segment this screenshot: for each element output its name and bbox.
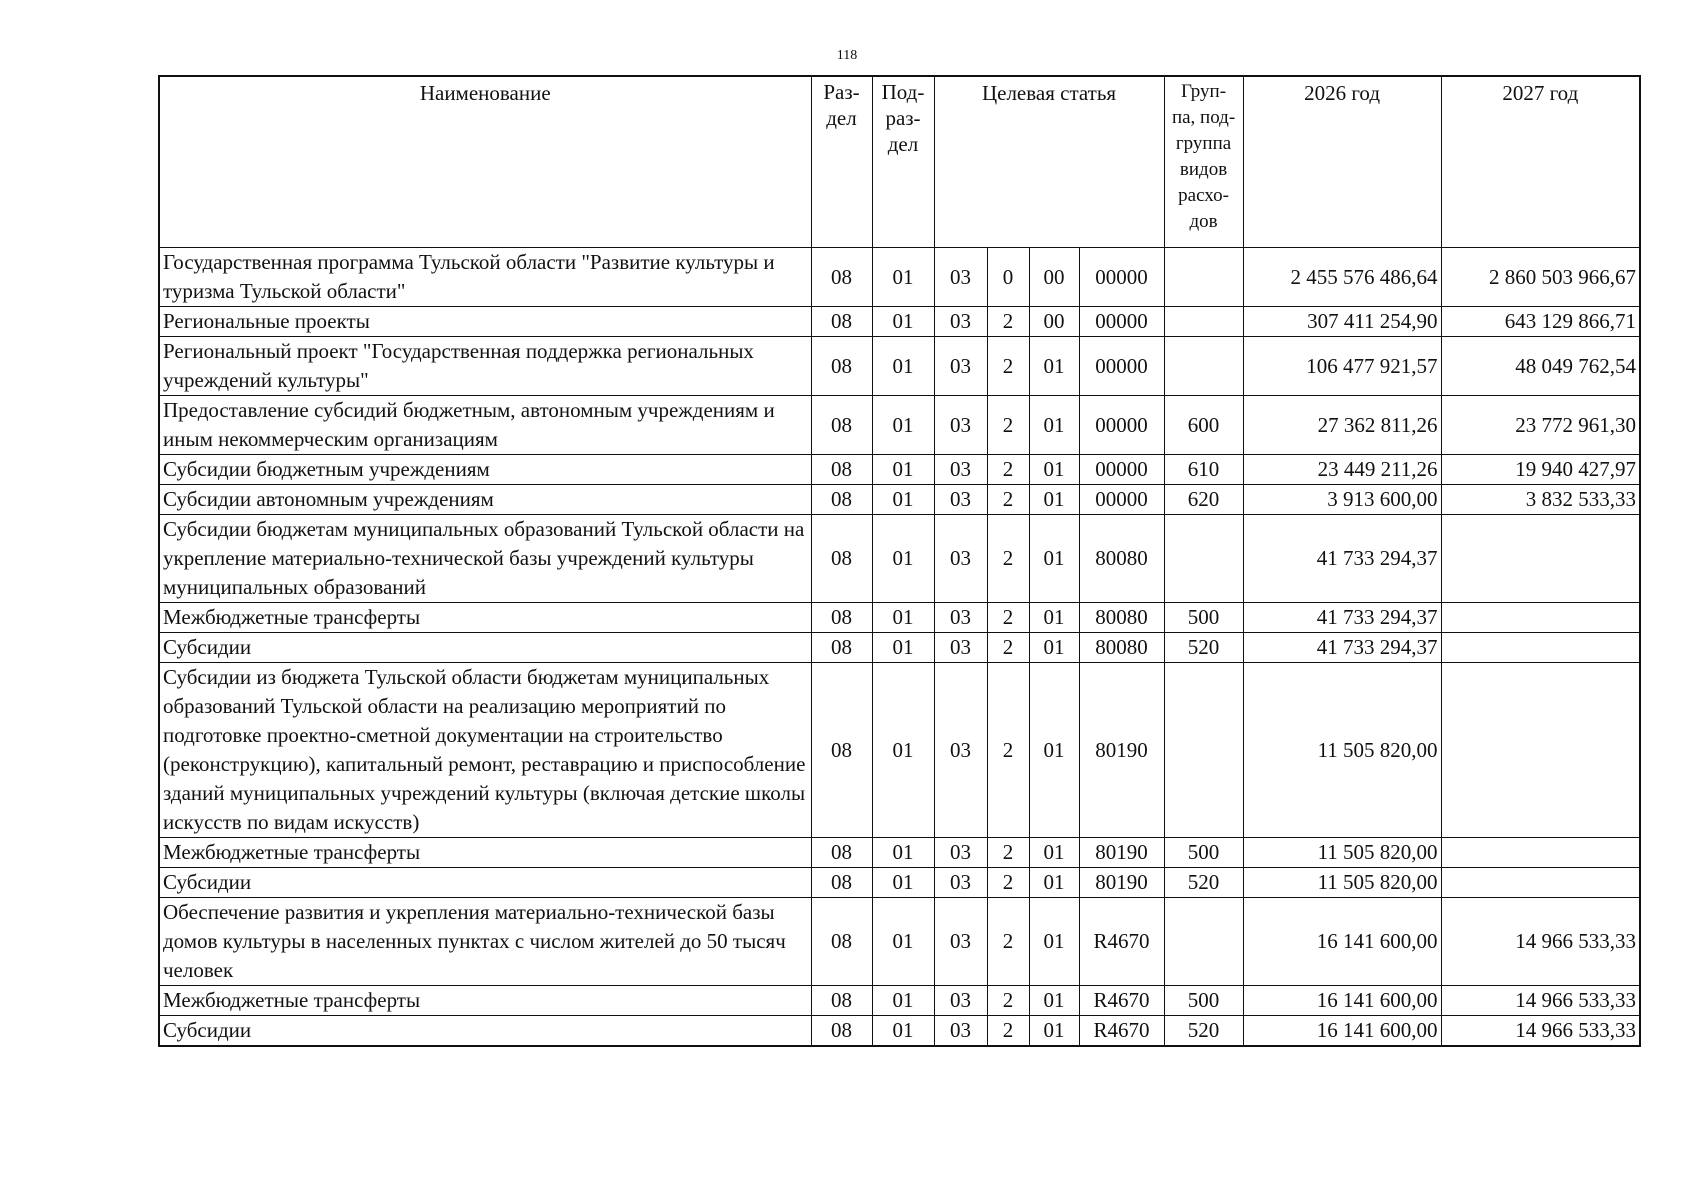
- row-razdel: 08: [811, 455, 872, 485]
- row-amount-2026: 11 505 820,00: [1243, 868, 1441, 898]
- row-name: Субсидии бюджетным учреждениям: [159, 455, 811, 485]
- row-target-type: 2: [987, 663, 1029, 838]
- row-amount-2026: 16 141 600,00: [1243, 1016, 1441, 1047]
- row-podrazdel: 01: [872, 337, 934, 396]
- row-amount-2027: 48 049 762,54: [1441, 337, 1640, 396]
- row-target-type: 2: [987, 633, 1029, 663]
- row-group: 520: [1164, 633, 1243, 663]
- row-target-code: 00000: [1079, 455, 1164, 485]
- row-amount-2026: 106 477 921,57: [1243, 337, 1441, 396]
- row-target-sub: 01: [1029, 337, 1079, 396]
- header-target: Целевая статья: [934, 76, 1164, 248]
- row-podrazdel: 01: [872, 838, 934, 868]
- row-target-type: 2: [987, 396, 1029, 455]
- row-amount-2026: 27 362 811,26: [1243, 396, 1441, 455]
- row-target-sub: 00: [1029, 248, 1079, 307]
- table-row: [159, 337, 1640, 396]
- header-group: Груп- па, под- группа видов расхо- дов: [1164, 76, 1243, 248]
- row-razdel: 08: [811, 485, 872, 515]
- row-target-sub: 01: [1029, 838, 1079, 868]
- row-amount-2027: [1441, 633, 1640, 663]
- row-target-sub: 00: [1029, 307, 1079, 337]
- row-razdel: 08: [811, 898, 872, 986]
- table-row: [159, 485, 1640, 515]
- row-amount-2026: 41 733 294,37: [1243, 603, 1441, 633]
- row-name: Предоставление субсидий бюджетным, автономным учреждениям и иным некоммерческим организациям: [159, 396, 811, 455]
- row-name: Субсидии: [159, 868, 811, 898]
- row-target-program: 03: [934, 515, 987, 603]
- row-amount-2027: [1441, 838, 1640, 868]
- row-amount-2027: [1441, 663, 1640, 838]
- row-target-code: 80080: [1079, 633, 1164, 663]
- row-target-type: 2: [987, 603, 1029, 633]
- row-group: [1164, 898, 1243, 986]
- row-target-code: R4670: [1079, 986, 1164, 1016]
- row-amount-2026: 41 733 294,37: [1243, 515, 1441, 603]
- row-name: Обеспечение развития и укрепления материально-технической базы домов культуры в населенных пунктах с числом жителей до 50 тысяч человек: [159, 898, 811, 986]
- row-group: [1164, 337, 1243, 396]
- row-target-code: R4670: [1079, 898, 1164, 986]
- row-name: Межбюджетные трансферты: [159, 838, 811, 868]
- row-target-code: 00000: [1079, 337, 1164, 396]
- row-target-type: 2: [987, 838, 1029, 868]
- row-target-code: 00000: [1079, 307, 1164, 337]
- row-podrazdel: 01: [872, 898, 934, 986]
- row-name: Субсидии: [159, 633, 811, 663]
- row-target-sub: 01: [1029, 868, 1079, 898]
- row-amount-2027: [1441, 515, 1640, 603]
- row-name: Региональные проекты: [159, 307, 811, 337]
- row-name: Субсидии: [159, 1016, 811, 1047]
- row-amount-2026: 11 505 820,00: [1243, 663, 1441, 838]
- table-row: [159, 455, 1640, 485]
- row-podrazdel: 01: [872, 515, 934, 603]
- row-target-code: 00000: [1079, 248, 1164, 307]
- row-target-program: 03: [934, 455, 987, 485]
- row-name: Субсидии из бюджета Тульской области бюджетам муниципальных образований Тульской области на реализацию мероприятий по подготовке проектно-сметной документации на строительство (реконструкцию), капитальный ремонт, реставрацию и приспособление зданий муниципальных учреждений культуры (включая детские школы искусств по видам искусств): [159, 663, 811, 838]
- header-2026: 2026 год: [1243, 76, 1441, 248]
- row-amount-2026: 16 141 600,00: [1243, 986, 1441, 1016]
- row-razdel: 08: [811, 663, 872, 838]
- row-name: Государственная программа Тульской области "Развитие культуры и туризма Тульской области": [159, 248, 811, 307]
- row-razdel: 08: [811, 515, 872, 603]
- row-razdel: 08: [811, 633, 872, 663]
- table-row: [159, 838, 1640, 868]
- row-group: [1164, 248, 1243, 307]
- row-target-sub: 01: [1029, 603, 1079, 633]
- table-row: [159, 307, 1640, 337]
- row-amount-2027: [1441, 603, 1640, 633]
- row-group: [1164, 307, 1243, 337]
- row-target-code: R4670: [1079, 1016, 1164, 1047]
- table-row: [159, 663, 1640, 838]
- page-number: 118: [836, 48, 858, 63]
- table-row: [159, 603, 1640, 633]
- row-amount-2026: 2 455 576 486,64: [1243, 248, 1441, 307]
- row-amount-2026: 307 411 254,90: [1243, 307, 1441, 337]
- table-header: [159, 76, 1640, 248]
- row-podrazdel: 01: [872, 396, 934, 455]
- row-amount-2027: 2 860 503 966,67: [1441, 248, 1640, 307]
- row-target-code: 80080: [1079, 603, 1164, 633]
- row-target-type: 0: [987, 248, 1029, 307]
- row-amount-2026: 41 733 294,37: [1243, 633, 1441, 663]
- row-podrazdel: 01: [872, 1016, 934, 1047]
- row-razdel: 08: [811, 396, 872, 455]
- row-amount-2027: 14 966 533,33: [1441, 1016, 1640, 1047]
- table-row: [159, 986, 1640, 1016]
- row-target-code: 80190: [1079, 663, 1164, 838]
- row-target-type: 2: [987, 307, 1029, 337]
- row-amount-2027: 14 966 533,33: [1441, 986, 1640, 1016]
- row-target-sub: 01: [1029, 986, 1079, 1016]
- row-name: Субсидии бюджетам муниципальных образований Тульской области на укрепление материально-технической базы учреждений культуры муниципальных образований: [159, 515, 811, 603]
- row-podrazdel: 01: [872, 455, 934, 485]
- table-row: [159, 515, 1640, 603]
- row-razdel: 08: [811, 337, 872, 396]
- row-target-sub: 01: [1029, 898, 1079, 986]
- table-row: [159, 633, 1640, 663]
- row-target-code: 00000: [1079, 485, 1164, 515]
- row-target-type: 2: [987, 1016, 1029, 1047]
- row-amount-2027: 23 772 961,30: [1441, 396, 1640, 455]
- row-target-sub: 01: [1029, 633, 1079, 663]
- row-target-type: 2: [987, 485, 1029, 515]
- row-group: 500: [1164, 838, 1243, 868]
- row-group: 520: [1164, 868, 1243, 898]
- row-target-program: 03: [934, 603, 987, 633]
- row-target-program: 03: [934, 485, 987, 515]
- table-row: [159, 396, 1640, 455]
- row-target-sub: 01: [1029, 485, 1079, 515]
- row-target-program: 03: [934, 838, 987, 868]
- row-target-code: 00000: [1079, 396, 1164, 455]
- row-razdel: 08: [811, 868, 872, 898]
- row-target-program: 03: [934, 868, 987, 898]
- table-row: [159, 1016, 1640, 1047]
- row-razdel: 08: [811, 1016, 872, 1047]
- table-body: [159, 248, 1640, 1047]
- row-target-program: 03: [934, 248, 987, 307]
- row-group: 610: [1164, 455, 1243, 485]
- row-amount-2027: 19 940 427,97: [1441, 455, 1640, 485]
- table-row: [159, 248, 1640, 307]
- row-target-code: 80080: [1079, 515, 1164, 603]
- row-amount-2026: 16 141 600,00: [1243, 898, 1441, 986]
- row-amount-2026: 23 449 211,26: [1243, 455, 1441, 485]
- row-podrazdel: 01: [872, 603, 934, 633]
- row-group: [1164, 663, 1243, 838]
- row-group: [1164, 515, 1243, 603]
- header-podrazdel: Под- раз- дел: [872, 76, 934, 248]
- row-podrazdel: 01: [872, 868, 934, 898]
- row-group: 620: [1164, 485, 1243, 515]
- row-podrazdel: 01: [872, 663, 934, 838]
- row-amount-2026: 3 913 600,00: [1243, 485, 1441, 515]
- row-target-type: 2: [987, 898, 1029, 986]
- row-target-program: 03: [934, 307, 987, 337]
- row-group: 500: [1164, 603, 1243, 633]
- row-razdel: 08: [811, 307, 872, 337]
- row-name: Межбюджетные трансферты: [159, 986, 811, 1016]
- row-amount-2027: 14 966 533,33: [1441, 898, 1640, 986]
- row-target-program: 03: [934, 337, 987, 396]
- row-target-sub: 01: [1029, 515, 1079, 603]
- row-target-program: 03: [934, 898, 987, 986]
- row-target-program: 03: [934, 1016, 987, 1047]
- row-razdel: 08: [811, 838, 872, 868]
- row-target-code: 80190: [1079, 868, 1164, 898]
- row-podrazdel: 01: [872, 248, 934, 307]
- row-amount-2026: 11 505 820,00: [1243, 838, 1441, 868]
- row-name: Межбюджетные трансферты: [159, 603, 811, 633]
- header-name: Наименование: [159, 76, 811, 248]
- row-name: Субсидии автономным учреждениям: [159, 485, 811, 515]
- row-target-type: 2: [987, 986, 1029, 1016]
- row-podrazdel: 01: [872, 307, 934, 337]
- row-amount-2027: 3 832 533,33: [1441, 485, 1640, 515]
- row-group: 520: [1164, 1016, 1243, 1047]
- row-target-type: 2: [987, 515, 1029, 603]
- row-target-program: 03: [934, 986, 987, 1016]
- header-razdel: Раз- дел: [811, 76, 872, 248]
- row-razdel: 08: [811, 248, 872, 307]
- row-target-type: 2: [987, 868, 1029, 898]
- row-podrazdel: 01: [872, 986, 934, 1016]
- row-podrazdel: 01: [872, 485, 934, 515]
- row-target-type: 2: [987, 337, 1029, 396]
- table-row: [159, 898, 1640, 986]
- row-amount-2027: [1441, 868, 1640, 898]
- row-amount-2027: 643 129 866,71: [1441, 307, 1640, 337]
- row-target-code: 80190: [1079, 838, 1164, 868]
- row-razdel: 08: [811, 986, 872, 1016]
- budget-table: [158, 75, 1641, 1047]
- header-2027: 2027 год: [1441, 76, 1640, 248]
- row-name: Региональный проект "Государственная поддержка региональных учреждений культуры": [159, 337, 811, 396]
- row-target-sub: 01: [1029, 1016, 1079, 1047]
- row-target-program: 03: [934, 396, 987, 455]
- row-group: 600: [1164, 396, 1243, 455]
- row-target-sub: 01: [1029, 396, 1079, 455]
- row-target-sub: 01: [1029, 663, 1079, 838]
- row-razdel: 08: [811, 603, 872, 633]
- table-row: [159, 868, 1640, 898]
- row-target-sub: 01: [1029, 455, 1079, 485]
- row-target-program: 03: [934, 663, 987, 838]
- row-target-program: 03: [934, 633, 987, 663]
- row-podrazdel: 01: [872, 633, 934, 663]
- row-target-type: 2: [987, 455, 1029, 485]
- row-group: 500: [1164, 986, 1243, 1016]
